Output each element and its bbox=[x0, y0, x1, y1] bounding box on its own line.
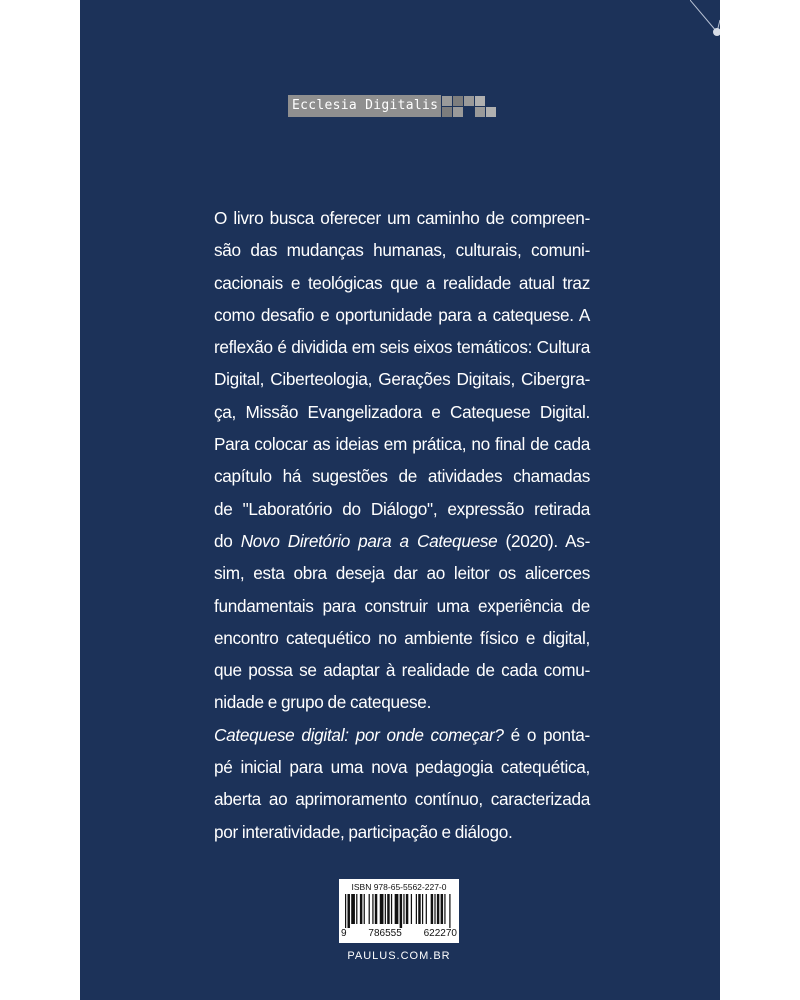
barcode-bar bbox=[347, 894, 349, 928]
barcode-bars bbox=[345, 894, 453, 928]
barcode-digit-prefix: 9 bbox=[341, 928, 347, 939]
blurb-line: que possa se adaptar à realidade de cada comu- bbox=[214, 660, 590, 681]
isbn-barcode bbox=[339, 879, 459, 943]
barcode-bar bbox=[422, 894, 423, 924]
blurb-line: de "Laboratório do Diálogo", expressão retirada bbox=[214, 498, 590, 519]
barcode-bar bbox=[418, 894, 420, 924]
barcode-bar bbox=[434, 894, 435, 924]
barcode-bar bbox=[356, 894, 357, 924]
blurb-line: são das mudanças humanas, culturais, comuni- bbox=[214, 240, 590, 261]
barcode-bar bbox=[372, 894, 373, 924]
blurb-line: por interatividade, participação e diálogo. bbox=[214, 821, 513, 842]
barcode-bar bbox=[441, 894, 443, 924]
blurb-line: ça, Missão Evangelizadora e Catequese Digital. bbox=[214, 401, 590, 422]
barcode-bar bbox=[437, 894, 439, 924]
barcode-bar bbox=[426, 894, 427, 924]
blurb-line: capítulo há sugestões de atividades chamadas bbox=[214, 466, 590, 487]
blurb-line: nidade e grupo de catequese. bbox=[214, 692, 432, 713]
blurb-line: sim, esta obra deseja dar ao leitor os alicerces bbox=[214, 563, 590, 584]
barcode-bar bbox=[395, 894, 399, 924]
blurb-line: Digital, Ciberteologia, Gerações Digitais, Cibergra- bbox=[214, 369, 590, 390]
blurb-line: aberta ao aprimoramento contínuo, caracterizada bbox=[214, 789, 590, 810]
barcode-bar bbox=[375, 894, 377, 924]
barcode-bar bbox=[364, 894, 365, 924]
blurb-line: fundamentais para construir uma experiência de bbox=[214, 595, 590, 616]
barcode-bar bbox=[369, 894, 370, 924]
barcode-bar bbox=[416, 894, 417, 924]
blurb-line: cacionais e teológicas que a realidade atual traz bbox=[214, 272, 590, 293]
blurb-line: O livro busca oferecer um caminho de compreen- bbox=[214, 208, 590, 228]
barcode-digit-group-left: 786555 bbox=[368, 928, 402, 939]
barcode-bar bbox=[431, 894, 433, 924]
blurb-line: reflexão é dividida em seis eixos temáticos: Cultura bbox=[214, 337, 590, 358]
pixel-squares-decoration bbox=[441, 95, 499, 117]
series-name: Ecclesia Digitalis bbox=[288, 95, 441, 117]
barcode-bar bbox=[444, 894, 445, 924]
book-back-cover bbox=[80, 0, 720, 1000]
barcode-bar bbox=[406, 894, 408, 924]
barcode-bar bbox=[345, 894, 346, 928]
blurb-line bbox=[214, 719, 590, 751]
network-lines-decoration bbox=[690, 0, 720, 45]
isbn-label: ISBN 978-65-5562-227-0 bbox=[351, 882, 447, 892]
barcode-bar bbox=[380, 894, 384, 924]
blurb-line: Para colocar as ideias em prática, no final de cada bbox=[214, 434, 590, 455]
publisher-website: PAULUS.COM.BR bbox=[347, 950, 451, 962]
barcode-bar bbox=[411, 894, 412, 924]
series-badge bbox=[288, 95, 499, 117]
blurb-italic-title: Novo Diretório para a Catequese bbox=[240, 530, 498, 551]
barcode-bar bbox=[391, 894, 392, 924]
blurb-line: encontro catequético no ambiente físico e digital, bbox=[214, 627, 590, 648]
blurb-text: (2020). As- bbox=[497, 530, 590, 551]
blurb-text: é o ponta- bbox=[503, 724, 590, 745]
barcode-bar bbox=[351, 894, 355, 924]
barcode-bar bbox=[385, 894, 386, 924]
barcode-digit-group-right: 622270 bbox=[423, 928, 457, 939]
blurb-line: pé inicial para uma nova pedagogia catequética, bbox=[214, 757, 590, 778]
blurb-text: do bbox=[214, 530, 241, 551]
barcode-bar bbox=[449, 894, 450, 928]
barcode-digits bbox=[341, 928, 457, 939]
blurb-line bbox=[214, 525, 590, 557]
barcode-bar bbox=[403, 894, 404, 924]
barcode-bar bbox=[387, 894, 389, 924]
barcode-bar bbox=[400, 894, 402, 928]
back-cover-blurb bbox=[214, 202, 590, 848]
barcode-bar bbox=[360, 894, 362, 924]
blurb-italic-title: Catequese digital: por onde começar? bbox=[214, 724, 504, 745]
blurb-line: como desafio e oportunidade para a catequese. A bbox=[214, 304, 590, 325]
